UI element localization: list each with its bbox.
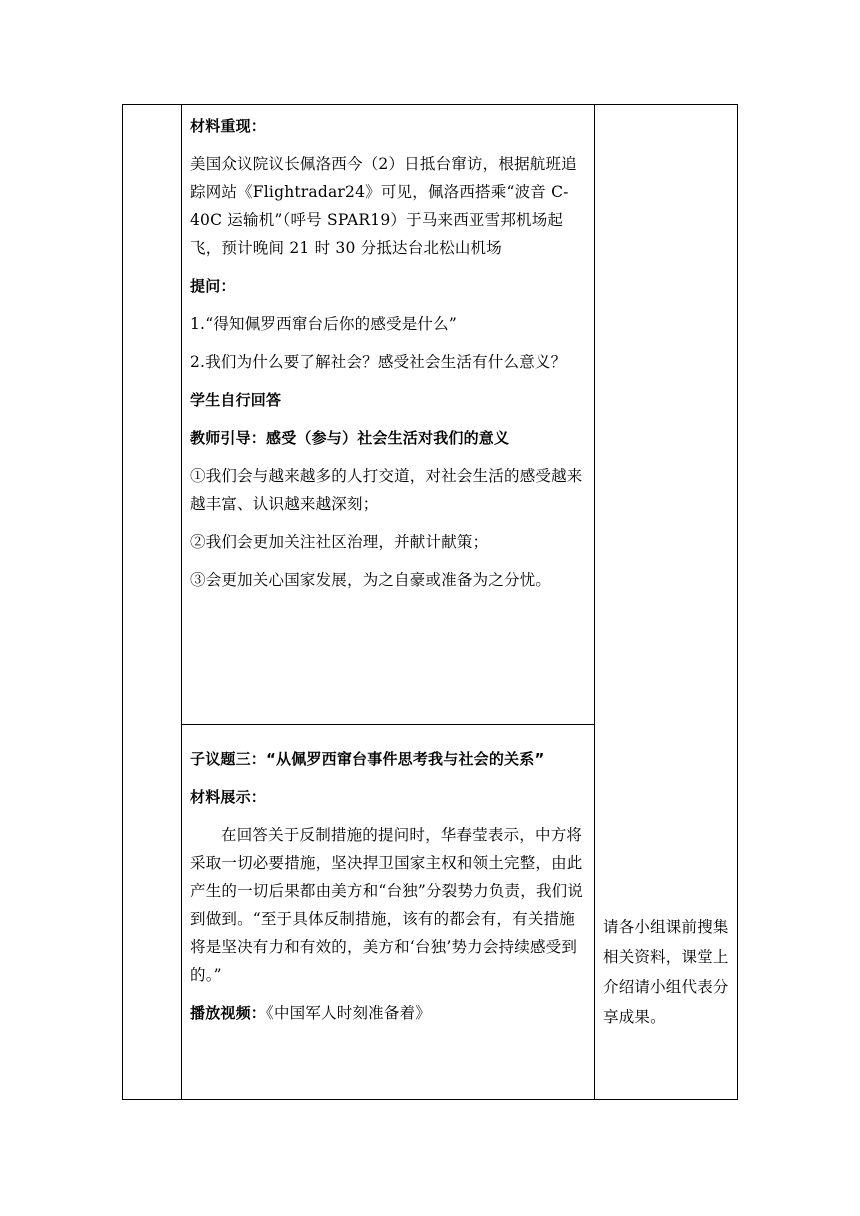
- table-border-bottom: [122, 1099, 738, 1100]
- table-border-right: [737, 104, 738, 1100]
- row2-activity-cell: [603, 912, 731, 1032]
- material-text: 美国众议院议长佩洛西今（2）日抵台窜访，根据航班追踪网站《Flightradar24》可见，佩洛西搭乘“波音 C-40C 运输机”（呼号 SPAR19）于马来西亚雪邦机场起飞，预计晚间 21 时 30 分抵达台北松山机场: [190, 155, 577, 257]
- question-heading: 提问：: [190, 277, 236, 295]
- material-heading: 材料重现：: [190, 117, 267, 135]
- question-1: 1.“得知佩罗西窜台后你的感受是什么”: [190, 315, 457, 333]
- material-show-heading: 材料展示：: [190, 788, 267, 806]
- sub-topic-title: 子议题三：“从佩罗西窜台事件思考我与社会的关系”: [190, 750, 545, 768]
- point-2: ②我们会更加关注社区治理，并献计献策；: [190, 533, 489, 551]
- point-1: ①我们会与越来越多的人打交道，对社会生活的感受越来越丰富、认识越来越深刻；: [190, 467, 583, 513]
- material-show-text: 在回答关于反制措施的提问时，华春莹表示，中方将采取一切必要措施，坚决捍卫国家主权和领土完整，由此产生的一切后果都由美方和“台独”分裂势力负责，我们说到做到。“至于具体反制措施，该有的都会有，有关措施将是坚决有力和有效的，美方和‘台独’势力会持续感受到的。”: [190, 826, 584, 984]
- table-border-top: [122, 104, 738, 105]
- point-3: ③会更加关心国家发展，为之自豪或准备为之分忧。: [190, 571, 552, 589]
- video-line: [190, 999, 590, 1027]
- activity-text: 请各小组课前搜集相关资料，课堂上介绍请小组代表分享成果。: [603, 918, 729, 1026]
- teacher-guide: 教师引导：感受（参与）社会生活对我们的意义: [190, 429, 510, 447]
- student-answer: 学生自行回答: [190, 391, 282, 409]
- column-divider-2: [594, 104, 595, 1100]
- video-title: 《中国军人时刻准备着》: [266, 1004, 431, 1022]
- column-divider-1: [181, 104, 182, 1100]
- table-border-left: [122, 104, 123, 1100]
- row-divider: [181, 724, 595, 725]
- video-label: 播放视频：: [190, 1004, 267, 1022]
- row1-content-cell: [190, 112, 590, 594]
- row2-content-cell: [190, 745, 590, 1027]
- question-2: 2.我们为什么要了解社会？感受社会生活有什么意义？: [190, 353, 567, 371]
- lesson-table: [122, 104, 738, 1100]
